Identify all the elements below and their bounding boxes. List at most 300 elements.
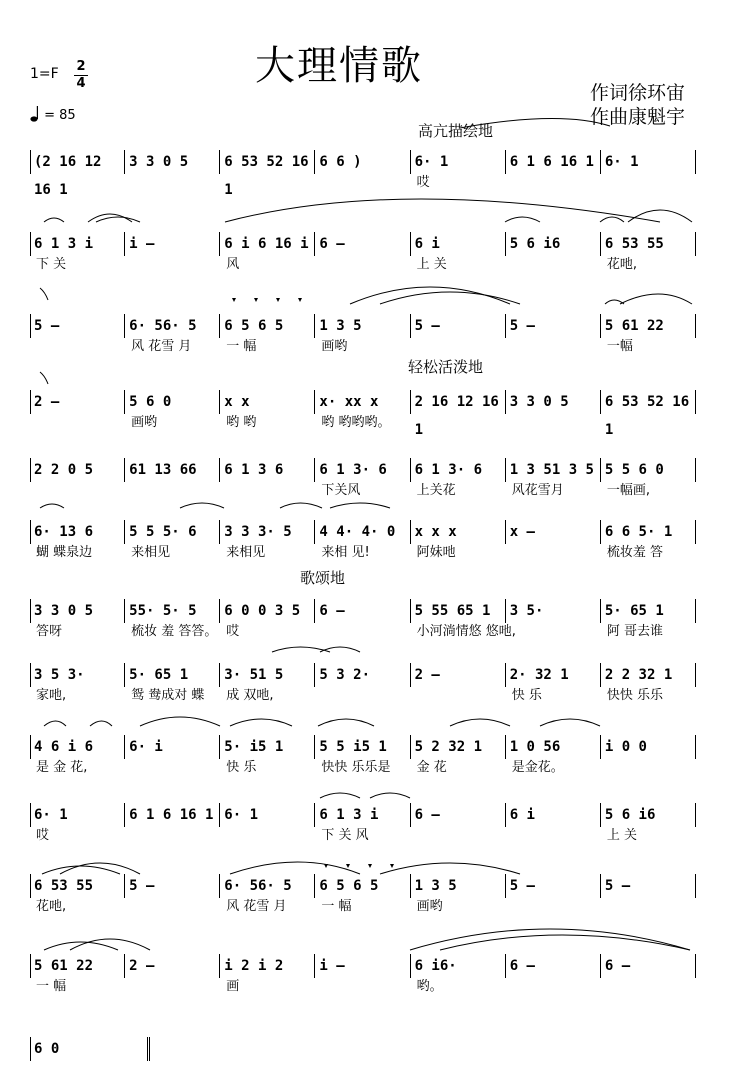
measure — [411, 456, 506, 484]
measure — [315, 456, 410, 484]
measure-notes: 2· 32 1 — [509, 667, 569, 683]
lyric-line — [30, 759, 696, 777]
measure — [506, 148, 601, 176]
measure-notes: 6 – — [319, 603, 345, 619]
measure-notes: 1 3 51 3 5 — [509, 462, 594, 478]
measure-notes: i 0 0 — [604, 739, 647, 755]
measure-notes: 6· 1 — [604, 154, 639, 170]
measure-notes: 5 61 22 — [604, 318, 664, 334]
measure — [30, 597, 125, 625]
measure — [411, 312, 506, 340]
slur-arc — [140, 717, 220, 726]
measure — [125, 801, 220, 829]
measure — [125, 872, 220, 900]
measure — [125, 661, 220, 689]
lyric-text: 哎 — [416, 175, 430, 190]
lyric-text: 一幅 — [606, 339, 633, 354]
measure-notes: 55· 5· 5 — [129, 603, 197, 619]
quarter-note-icon — [30, 106, 40, 122]
accent-icon — [232, 298, 236, 302]
measure-notes: 2 2 0 5 — [34, 462, 94, 478]
measure — [506, 952, 601, 980]
measure-notes: 5 – — [509, 878, 535, 894]
barline — [695, 520, 696, 544]
slur-arc — [370, 793, 410, 798]
measure — [315, 952, 410, 980]
measure — [220, 388, 315, 416]
time-signature-bottom: 4 — [76, 76, 86, 91]
measure — [125, 148, 220, 176]
measure-notes: 3· 51 5 — [224, 667, 284, 683]
barline — [695, 874, 696, 898]
lyric-text: 阿 哥去谁 — [606, 624, 663, 639]
lyric-text: 花吔, — [36, 899, 67, 914]
slur-arc — [380, 292, 520, 304]
measure — [30, 872, 125, 900]
measure-notes: 6· 1 — [34, 807, 68, 823]
measure-notes: 6 1 3 i — [34, 236, 94, 252]
measure-notes: 6 – — [509, 958, 535, 974]
measure — [506, 518, 601, 546]
measure-notes: 5 61 22 — [34, 958, 94, 974]
barline — [695, 599, 696, 623]
composer-credit: 作曲康魁宇 — [590, 106, 686, 128]
staff-system — [30, 872, 696, 900]
lyric-text: 来相 见! — [321, 545, 370, 560]
barline — [695, 735, 696, 759]
measure-notes: 5 – — [509, 318, 535, 334]
measure — [30, 456, 125, 484]
final-barline — [147, 1037, 153, 1061]
slur-arc — [44, 721, 66, 726]
measure-notes: 6 1 3· 6 — [319, 462, 387, 478]
measure — [411, 388, 506, 438]
measure — [315, 148, 410, 176]
lyric-text: 下 关 风 — [321, 828, 369, 843]
measure-notes: 6 6 5· 1 — [604, 524, 673, 540]
measure — [506, 456, 601, 484]
lyric-line — [30, 687, 696, 705]
measure — [125, 456, 220, 484]
measure — [30, 518, 125, 546]
lyric-line — [30, 978, 696, 996]
lyric-text: 画哟 — [321, 339, 348, 354]
slur-arc — [90, 721, 112, 726]
slur-arc — [44, 942, 118, 950]
measure-notes: 6 5 6 5 — [224, 318, 284, 334]
slur-arc — [320, 793, 360, 798]
measure-notes: i 2 i 2 — [224, 958, 284, 974]
measure — [220, 456, 315, 484]
staff-system — [30, 952, 696, 980]
slur-arc — [40, 372, 48, 384]
measure — [30, 801, 125, 829]
measure-notes: 5 5 i5 1 — [319, 739, 387, 755]
measure-notes: x x — [224, 394, 250, 410]
measure-notes: 2 16 12 16 1 — [414, 394, 499, 438]
staff-system — [30, 1035, 696, 1063]
measure-notes: x· xx x — [319, 394, 379, 410]
measure-notes: 5 – — [414, 318, 440, 334]
slur-arc — [272, 647, 330, 652]
measure-notes: 6 – — [414, 807, 440, 823]
measure-notes: 6 – — [604, 958, 631, 974]
lyric-text: 家吔, — [36, 688, 67, 703]
lyric-text: 鸳 鸯成对 蝶 — [131, 688, 205, 703]
lyric-text: 哎 — [226, 624, 240, 639]
measure-notes: 6 53 52 16 1 — [224, 154, 309, 198]
lyric-text: 哟 哟哟哟。 — [321, 415, 391, 430]
measure — [315, 661, 410, 689]
lyric-text: 小河淌情悠 悠吔, — [416, 624, 516, 639]
measure-notes: 3 3 3· 5 — [224, 524, 292, 540]
measure-notes: 6 i — [509, 807, 535, 823]
staff-system — [30, 148, 696, 198]
measure — [220, 872, 315, 900]
measure — [315, 872, 410, 900]
slur-arc — [318, 719, 374, 726]
lyric-text: 画哟 — [416, 899, 443, 914]
measure — [220, 952, 315, 980]
measure — [220, 230, 315, 258]
measure-notes: 6 53 52 16 1 — [604, 394, 690, 438]
lyric-text: 梳妆羞 答 — [606, 545, 663, 560]
measure — [125, 733, 220, 761]
measure — [125, 597, 220, 625]
measure — [411, 148, 506, 176]
slur-arc — [605, 300, 624, 304]
lyric-text: 梳妆 羞 答答。 — [131, 624, 218, 639]
lyric-text: 快快 乐乐 — [606, 688, 663, 703]
measure-notes: x – — [509, 524, 535, 540]
measure-notes: 61 13 66 — [129, 462, 197, 478]
lyric-text: 快 乐 — [226, 760, 257, 775]
measure — [601, 148, 696, 176]
measure-notes: 6· i — [129, 739, 163, 755]
lyric-text: 画哟 — [131, 415, 158, 430]
measure-notes: 5 6 i6 — [604, 807, 656, 823]
measure — [30, 312, 125, 340]
measure-notes: i – — [319, 958, 345, 974]
measure — [125, 312, 220, 340]
measure — [601, 312, 696, 340]
measure — [315, 388, 410, 416]
barline — [695, 314, 696, 338]
lyric-text: 金 花 — [416, 760, 447, 775]
lyric-text: 上关花 — [416, 483, 456, 498]
measure-notes: 6 i — [414, 236, 440, 252]
measure — [601, 388, 696, 438]
measure — [125, 230, 220, 258]
measure-notes: 5· i5 1 — [224, 739, 284, 755]
slur-arc — [410, 929, 690, 950]
accent-icon — [346, 864, 350, 868]
measure — [315, 801, 410, 829]
measure — [315, 312, 410, 340]
measure — [601, 733, 696, 761]
slur-arc — [450, 719, 510, 726]
staff-system — [30, 230, 696, 258]
lyric-line — [30, 898, 696, 916]
measure-notes: 2 – — [414, 667, 440, 683]
measure-notes: 6· 1 — [224, 807, 258, 823]
lyric-line — [30, 338, 696, 356]
tempo-marking — [30, 106, 76, 123]
measure — [30, 148, 125, 198]
measure-notes: 6· 56· 5 — [129, 318, 197, 334]
slur-arc — [505, 217, 540, 222]
lyric-text: 成 双吔, — [226, 688, 274, 703]
lyric-text: 上 关 — [606, 828, 637, 843]
measure-notes: 5 3 2· — [319, 667, 370, 683]
barline — [695, 232, 696, 256]
measure-notes: 5· 65 1 — [604, 603, 664, 619]
measure-notes: 6· 13 6 — [34, 524, 94, 540]
measure — [30, 661, 125, 689]
slur-arc — [180, 503, 224, 508]
accent-icon — [390, 864, 394, 868]
measure — [506, 872, 601, 900]
lyric-text: 一幅画, — [606, 483, 650, 498]
barline — [695, 954, 696, 978]
measure — [601, 952, 696, 980]
measure — [315, 518, 410, 546]
slur-arc — [230, 719, 292, 726]
measure — [411, 230, 506, 258]
slur-arc — [44, 218, 64, 222]
measure — [220, 312, 315, 340]
lyric-line — [30, 174, 696, 192]
slur-arc — [540, 719, 600, 726]
measure-notes: 6· 1 — [414, 154, 449, 170]
measure — [411, 872, 506, 900]
measure-notes: 5 5 6 0 — [604, 462, 664, 478]
measure — [601, 456, 696, 484]
slur-arc — [620, 294, 692, 304]
accent-icon — [276, 298, 280, 302]
lyric-text: 风 花雪 月 — [226, 899, 287, 914]
lyric-text: 画 — [226, 979, 240, 994]
measure — [30, 952, 125, 980]
measure — [315, 733, 410, 761]
measure — [411, 733, 506, 761]
measure — [601, 597, 696, 625]
staff-system — [30, 661, 696, 689]
measure-notes: 6 i 6 16 i — [224, 236, 309, 252]
measure — [125, 952, 220, 980]
measure — [220, 597, 315, 625]
measure — [601, 801, 696, 829]
lyric-text: 来相见 — [226, 545, 266, 560]
lyric-text: 下关风 — [321, 483, 361, 498]
lyric-line — [30, 623, 696, 641]
section-marking-2: 轻松活泼地 — [408, 358, 484, 376]
measure — [30, 733, 125, 761]
measure-notes: x x x — [414, 524, 457, 540]
measure — [220, 733, 315, 761]
section-marking-1: 高亢描绘地 — [418, 122, 494, 140]
lyric-text: 阿妹吔 — [416, 545, 456, 560]
lyric-line — [30, 482, 696, 500]
measure-notes: 5· 65 1 — [129, 667, 189, 683]
measure — [30, 388, 125, 416]
accent-icon — [368, 864, 372, 868]
measure-notes: 5 – — [604, 878, 631, 894]
slur-arc — [40, 504, 64, 508]
measure — [411, 518, 506, 546]
lyric-line — [30, 544, 696, 562]
time-signature-top: 2 — [76, 59, 86, 74]
slur-arc — [70, 939, 150, 950]
lyric-text: 来相见 — [131, 545, 171, 560]
staff-system — [30, 456, 696, 484]
measure-notes: 6 0 0 3 5 — [224, 603, 301, 619]
measure-notes: 2 – — [34, 394, 60, 410]
measure-notes: 4 4· 4· 0 — [319, 524, 396, 540]
measure — [30, 1035, 150, 1063]
measure-notes: 6 i6· — [414, 958, 457, 974]
barline — [695, 458, 696, 482]
measure — [220, 661, 315, 689]
lyric-text: 哟。 — [416, 979, 443, 994]
slur-arc — [440, 935, 690, 950]
lyric-line — [30, 256, 696, 274]
barline — [695, 663, 696, 687]
barline — [695, 803, 696, 827]
slur-arc — [96, 217, 140, 222]
measure-notes: 3 3 0 5 — [129, 154, 189, 170]
measure-notes: 6 1 6 16 1 — [129, 807, 214, 823]
measure — [411, 597, 506, 625]
lyric-text: 下 关 — [36, 257, 67, 272]
measure-notes: 6 1 3 6 — [224, 462, 284, 478]
measure — [506, 661, 601, 689]
measure — [601, 872, 696, 900]
measure-notes: 2 2 32 1 — [604, 667, 673, 683]
measure — [506, 230, 601, 258]
slur-arc — [600, 217, 624, 222]
measure-notes: 5 55 65 1 — [414, 603, 491, 619]
lyric-text: 哟 哟 — [226, 415, 257, 430]
measure — [315, 230, 410, 258]
measure — [411, 661, 506, 689]
measure-notes: 6 1 3· 6 — [414, 462, 482, 478]
song-title: 大理情歌 — [255, 43, 423, 89]
measure-notes: 5 6 i6 — [509, 236, 561, 252]
lyric-text: 快 乐 — [511, 688, 542, 703]
time-signature — [74, 60, 88, 91]
measure — [506, 388, 601, 416]
measure-notes: 6 5 6 5 — [319, 878, 379, 894]
lyric-text: 是金花。 — [511, 760, 564, 775]
barline — [695, 150, 696, 174]
measure — [506, 801, 601, 829]
barline — [695, 390, 696, 414]
lyric-text: 上 关 — [416, 257, 447, 272]
measure-notes: 6 1 3 i — [319, 807, 379, 823]
measure-notes: 5 – — [129, 878, 155, 894]
lyric-text: 风 花雪 月 — [131, 339, 192, 354]
lyric-text: 风 — [226, 257, 240, 272]
staff-system — [30, 518, 696, 546]
lyric-text: 一 幅 — [226, 339, 257, 354]
measure-notes: 2 – — [129, 958, 155, 974]
lyric-line — [30, 414, 696, 432]
staff-system — [30, 801, 696, 829]
measure-notes: 4 6 i 6 — [34, 739, 94, 755]
measure-notes: 5 – — [34, 318, 60, 334]
lyric-text: 花吔, — [606, 257, 637, 272]
measure-notes: i – — [129, 236, 155, 252]
key-signature: 1=F — [30, 66, 59, 82]
staff-system — [30, 312, 696, 340]
measure-notes: 6 53 55 — [604, 236, 664, 252]
measure — [506, 597, 601, 625]
lyric-line — [30, 827, 696, 845]
slur-arc — [280, 503, 322, 508]
staff-system — [30, 597, 696, 625]
lyric-text: 哎 — [36, 828, 50, 843]
measure-notes: 6 6 ) — [319, 154, 362, 170]
measure-notes: 3 3 0 5 — [34, 603, 94, 619]
lyricist-credit: 作词徐环宙 — [590, 82, 686, 104]
lyric-text: 蝴 蝶泉边 — [36, 545, 93, 560]
measure-notes: 1 3 5 — [319, 318, 362, 334]
measure — [411, 952, 506, 980]
measure-notes: 3 3 0 5 — [509, 394, 569, 410]
accent-icon — [324, 864, 328, 868]
tempo-value: = 85 — [44, 108, 76, 123]
measure-notes: 1 0 56 — [509, 739, 561, 755]
measure — [220, 518, 315, 546]
measure — [506, 733, 601, 761]
measure — [315, 597, 410, 625]
lyric-text: 答呀 — [36, 624, 63, 639]
lyric-text: 一 幅 — [36, 979, 67, 994]
measure-notes: (2 16 12 16 1 — [34, 154, 102, 198]
measure — [30, 230, 125, 258]
slur-arc — [628, 210, 692, 222]
measure — [220, 148, 315, 198]
measure — [601, 518, 696, 546]
slur-arc — [350, 287, 510, 304]
accent-icon — [254, 298, 258, 302]
measure-notes: 6 0 — [34, 1041, 60, 1057]
measure — [411, 801, 506, 829]
measure-notes: 6· 56· 5 — [224, 878, 292, 894]
slur-arc — [88, 214, 132, 222]
slur-arc — [40, 288, 48, 300]
slur-arc — [330, 503, 390, 508]
accent-icon — [298, 298, 302, 302]
staff-system — [30, 733, 696, 761]
measure — [125, 388, 220, 416]
lyric-text: 是 金 花, — [36, 760, 88, 775]
measure — [601, 230, 696, 258]
lyric-text: 风花雪月 — [511, 483, 564, 498]
measure-notes: 6 53 55 — [34, 878, 94, 894]
lyric-text: 一 幅 — [321, 899, 352, 914]
measure-notes: 5 5 5· 6 — [129, 524, 197, 540]
measure — [601, 661, 696, 689]
measure-notes: 3 5 3· — [34, 667, 85, 683]
lyric-text: 快快 乐乐是 — [321, 760, 391, 775]
measure-notes: 5 2 32 1 — [414, 739, 482, 755]
measure — [220, 801, 315, 829]
measure-notes: 6 – — [319, 236, 345, 252]
slur-arc — [320, 647, 360, 652]
measure — [506, 312, 601, 340]
